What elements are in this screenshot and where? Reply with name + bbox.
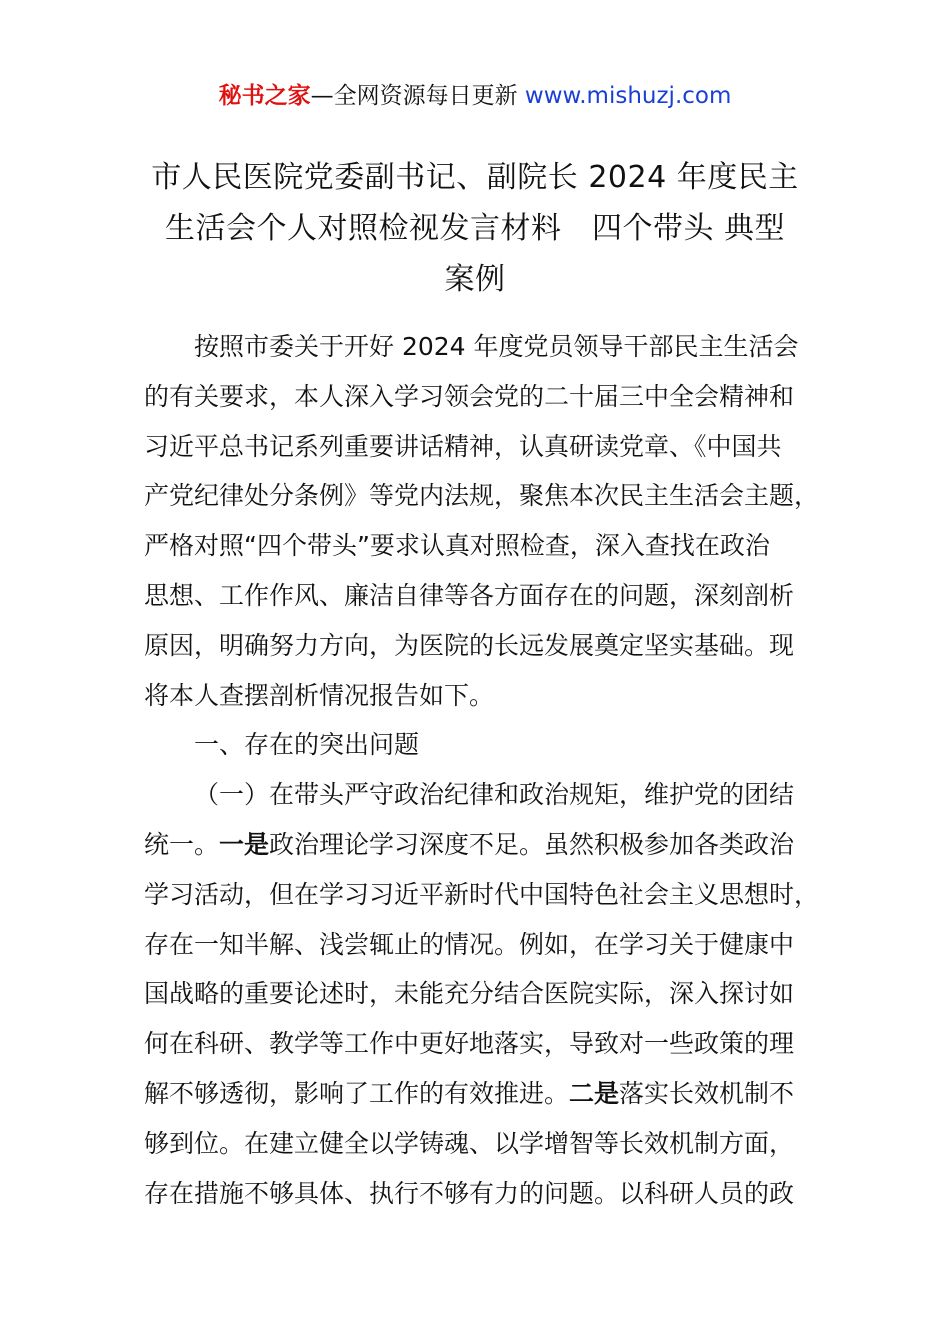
bold-marker: 一是 — [219, 829, 270, 859]
body-line: 严格对照“四个带头”要求认真对照检查，深入查找在政治 — [144, 531, 770, 561]
body-line: 何在科研、教学等工作中更好地落实，导致对一些政策的理 — [144, 1029, 795, 1059]
site-banner — [0, 80, 950, 112]
body-line: 的有关要求，本人深入学习领会党的二十届三中全会精神和 — [144, 381, 795, 411]
document-body — [144, 322, 820, 1218]
body-line: 思想、工作作风、廉洁自律等各方面存在的问题，深刻剖析 — [144, 580, 795, 610]
document-title — [130, 152, 820, 305]
body-line: 原因，明确努力方向，为医院的长远发展奠定坚实基础。现 — [144, 630, 795, 660]
body-line: 存在一知半解、浅尝辄止的情况。例如，在学习关于健康中 — [144, 929, 795, 959]
body-line: 够到位。在建立健全以学铸魂、以学增智等长效机制方面， — [144, 1128, 795, 1158]
banner-tagline: —全网资源每日更新 — [310, 83, 525, 109]
body-line: 按照市委关于开好 2024 年度党员领导干部民主生活会 — [194, 332, 799, 361]
brand-name: 秘书之家 — [218, 83, 311, 109]
body-line — [144, 1069, 804, 1119]
site-url-link[interactable]: www.mishuzj.com — [524, 83, 732, 109]
title-line: 市人民医院党委副书记、副院长 2024 年度民主 — [151, 160, 799, 195]
bold-marker: 二是 — [569, 1078, 620, 1108]
body-text: 落实长效机制不 — [619, 1078, 795, 1108]
body-line: 习近平总书记系列重要讲话精神，认真研读党章、《中国共 — [144, 431, 782, 461]
body-line: 产党纪律处分条例》等党内法规，聚焦本次民主生活会主题， — [144, 481, 820, 511]
section-heading: 一、存在的突出问题 — [194, 730, 420, 760]
body-line: 将本人查摆剖析情况报告如下。 — [144, 680, 495, 710]
body-text: 解不够透彻，影响了工作的有效推进。 — [144, 1078, 570, 1108]
title-line: 案例 — [444, 262, 506, 297]
body-line: 学习活动，但在学习习近平新时代中国特色社会主义思想时， — [144, 879, 820, 909]
title-line: 生活会个人对照检视发言材料 四个带头 典型 — [164, 211, 786, 246]
body-line — [144, 820, 804, 870]
body-text: 政治理论学习深度不足。虽然积极参加各类政治 — [269, 829, 795, 859]
body-line: 存在措施不够具体、执行不够有力的问题。以科研人员的政 — [144, 1178, 795, 1208]
body-line: 国战略的重要论述时，未能充分结合医院实际，深入探讨如 — [144, 979, 795, 1009]
body-line: （一）在带头严守政治纪律和政治规矩，维护党的团结 — [194, 780, 795, 810]
body-text: 统一。 — [144, 829, 220, 859]
